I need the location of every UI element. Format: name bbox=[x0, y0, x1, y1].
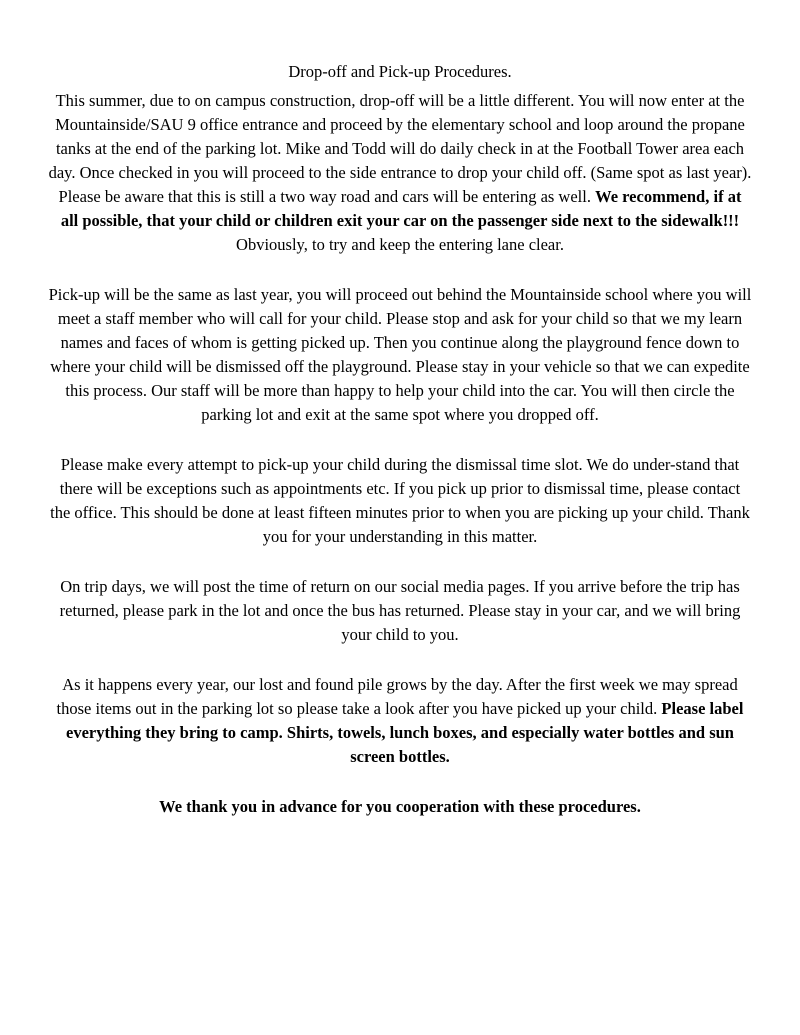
closing-statement: We thank you in advance for you cooperation with these procedures. bbox=[159, 797, 641, 816]
paragraph-lost-and-found-text: As it happens every year, our lost and found pile grows by the day. After the first week we may spread those items out in the parking lot so please take a look after you have picked up your child. bbox=[56, 675, 738, 718]
paragraph-lost-and-found bbox=[48, 673, 752, 769]
paragraph-dismissal: Please make every attempt to pick-up your child during the dismissal time slot. We do under-stand that there will be exceptions such as appointments etc. If you pick up prior to dismissal time, please contact the office. This should be done at least fifteen minutes prior to when you are picking up your child. Thank you for your understanding in this matter. bbox=[50, 455, 750, 546]
paragraph-drop-off-emphasis: We recommend, if at all possible, that your child or children exit your car on the passenger side next to the sidewalk!!! bbox=[60, 187, 742, 230]
paragraph-trip-days: On trip days, we will post the time of return on our social media pages. If you arrive before the trip has returned, please park in the lot and once the bus has returned. Please stay in your car, and we will bring your child to you. bbox=[59, 577, 741, 644]
paragraph-pick-up: Pick-up will be the same as last year, you will proceed out behind the Mountainside school where you will meet a staff member who will call for your child. Please stop and ask for your child so that we my learn names and faces of whom is getting picked up. Then you continue along the playground fence down to where your child will be dismissed off the playground. Please stay in your vehicle so that we can expedite this process. Our staff will be more than happy to help your child into the car. You will then circle the parking lot and exit at the same spot where you dropped off. bbox=[48, 285, 752, 424]
document-title: Drop-off and Pick-up Procedures. bbox=[288, 62, 512, 81]
paragraph-drop-off-text: This summer, due to on campus construction, drop-off will be a little different. You will now enter at the Mountainside/SAU 9 office entrance and proceed by the elementary school and loop around the propane tanks at the end of the parking lot. Mike and Todd will do daily check in at the Football Tower area each day. Once checked in you will proceed to the side entrance to drop your child off. (Same spot as last year). Please be aware that this is still a two way road and cars will be entering as well. bbox=[48, 91, 752, 206]
paragraph-drop-off-tail: Obviously, to try and keep the entering lane clear. bbox=[236, 235, 564, 254]
paragraph-lost-and-found-emphasis: Please label everything they bring to camp. Shirts, towels, lunch boxes, and especially water bottles and sun screen bottles. bbox=[66, 699, 744, 766]
paragraph-drop-off bbox=[48, 89, 752, 257]
